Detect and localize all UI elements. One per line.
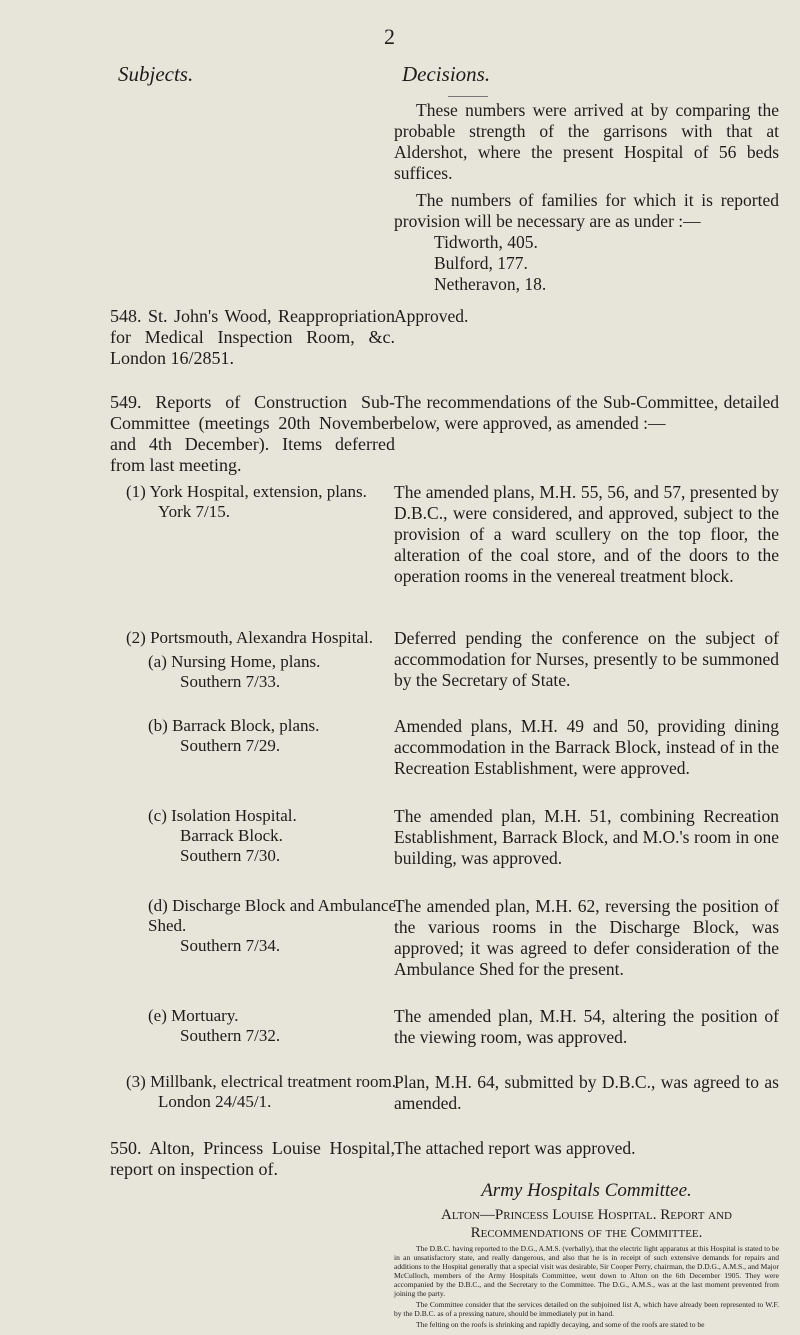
committee-title: Army Hospitals Committee. bbox=[481, 1180, 692, 1201]
item-548-decision: Approved. bbox=[394, 306, 469, 326]
sub-2c-decision: The amended plan, M.H. 51, combining Recreation Establishment, Barrack Block, and M.O.'s room in one building, was approved. bbox=[394, 806, 779, 868]
item-549-decision: The recommendations of the Sub-Committee, detailed below, were approved, as amended :— bbox=[394, 392, 779, 433]
places-list bbox=[394, 232, 779, 295]
item-548-subject: 548. St. John's Wood, Reappropriation for Medical Inspection Room, &c. London 16/2851. bbox=[110, 306, 395, 368]
item-550-subject: 550. Alton, Princess Louise Hospital, report on inspection of. bbox=[110, 1138, 395, 1179]
sub-2d-ref: Southern 7/34. bbox=[180, 936, 281, 955]
sub-2b-title: (b) Barrack Block, plans. bbox=[148, 716, 320, 735]
sub-2e-title: (e) Mortuary. bbox=[148, 1006, 239, 1025]
place-netheravon: Netheravon, 18. bbox=[434, 274, 547, 294]
sub-2c-title: (c) Isolation Hospital. bbox=[148, 806, 297, 825]
sub-2b-subject bbox=[148, 716, 418, 756]
sub-3-title: (3) Millbank, electrical treatment room. bbox=[126, 1072, 397, 1091]
sub-2d-decision: The amended plan, M.H. 62, reversing the position of the various rooms in the Discharge Block, was approved; it was agreed to defer consideration of the Ambulance Shed for the present. bbox=[394, 896, 779, 979]
sub-2a-title: (a) Nursing Home, plans. bbox=[148, 652, 321, 671]
sub-2e-ref: Southern 7/32. bbox=[180, 1026, 281, 1045]
place-bulford: Bulford, 177. bbox=[434, 253, 528, 273]
sub-1-title: (1) York Hospital, extension, plans. bbox=[126, 482, 367, 501]
item-549-subject: 549. Reports of Construction Sub-Committee (meetings 20th November and 4th December). Items deferred from last meeting. bbox=[110, 392, 395, 475]
intro-paragraph-1: These numbers were arrived at by comparing the probable strength of the garrisons with that at Aldershot, where the present Hospital of 56 beds suffices. bbox=[394, 100, 779, 183]
sub-1-subject bbox=[126, 482, 396, 522]
sub-2a-ref: Southern 7/33. bbox=[180, 672, 281, 691]
sub-3-ref: London 24/45/1. bbox=[158, 1092, 272, 1111]
item-550-decision: The attached report was approved. bbox=[394, 1138, 636, 1158]
report-paragraph-3: The felting on the roofs is shrinking and rapidly decaying, and some of the roofs are stated to be bbox=[416, 1320, 705, 1329]
sub-2d-subject bbox=[148, 896, 408, 956]
sub-2-subject: (2) Portsmouth, Alexandra Hospital. bbox=[126, 628, 373, 647]
report-paragraph-2: The Committee consider that the services detailed on the subjoined list A, which have already been represented to W.F. by the D.B.C. as of a pressing nature, should be immediately put in hand. bbox=[394, 1300, 779, 1318]
sub-2c-subject bbox=[148, 806, 418, 866]
subjects-header: Subjects. bbox=[118, 62, 194, 86]
sub-1-ref: York 7/15. bbox=[158, 502, 230, 521]
sub-1-decision: The amended plans, M.H. 55, 56, and 57, presented by D.B.C., were considered, and approved, subject to the provision of a ward scullery on the top floor, the alteration of the coal store, and of the doors to the operation rooms in the venereal treatment block. bbox=[394, 482, 779, 586]
sub-2e-subject bbox=[148, 1006, 418, 1046]
header-rule bbox=[448, 96, 488, 97]
report-title: Alton—Princess Louise Hospital. Report and Recommendations of the Committee. bbox=[440, 1207, 733, 1241]
sub-2c-ref: Southern 7/30. bbox=[180, 846, 281, 865]
page-number: 2 bbox=[384, 24, 395, 49]
sub-2b-ref: Southern 7/29. bbox=[180, 736, 281, 755]
sub-3-subject bbox=[126, 1072, 396, 1112]
sub-2c-detail: Barrack Block. bbox=[180, 826, 283, 845]
sub-2a-decision: Deferred pending the conference on the subject of accommodation for Nurses, presently to be summoned by the Secretary of State. bbox=[394, 628, 779, 690]
sub-2a-subject bbox=[148, 652, 418, 692]
sub-2b-decision: Amended plans, M.H. 49 and 50, providing dining accommodation in the Barrack Block, instead of in the Recreation Establishment, were approved. bbox=[394, 716, 779, 778]
report-paragraph-1: The D.B.C. having reported to the D.G., A.M.S. (verbally), that the electric light apparatus at this Hospital is stated to be in an unsatisfactory state, and really dangerous, and also that he is in receipt of such extensive demands for repairs and additions to the Hospital generally that a special visit was desirable, Sir Cooper Perry, chairman, the D.D.G., A.M.S., and Major McCulloch, members of the Army Hospitals Committee, went down to Alton on the 6th December 1905. They were accompanied by the D.B.C., and the Secretary to the Committee. The D.G., A.M.S., was at the last moment prevented from joining the party. bbox=[394, 1244, 779, 1298]
sub-2d-title: (d) Discharge Block and Ambulance Shed. bbox=[148, 896, 397, 935]
decisions-header: Decisions. bbox=[402, 62, 491, 86]
sub-3-decision: Plan, M.H. 64, submitted by D.B.C., was agreed to as amended. bbox=[394, 1072, 779, 1113]
intro-paragraph-2: The numbers of families for which it is reported provision will be necessary are as under :— bbox=[394, 190, 779, 231]
place-tidworth: Tidworth, 405. bbox=[434, 232, 538, 252]
sub-2e-decision: The amended plan, M.H. 54, altering the position of the viewing room, was approved. bbox=[394, 1006, 779, 1047]
